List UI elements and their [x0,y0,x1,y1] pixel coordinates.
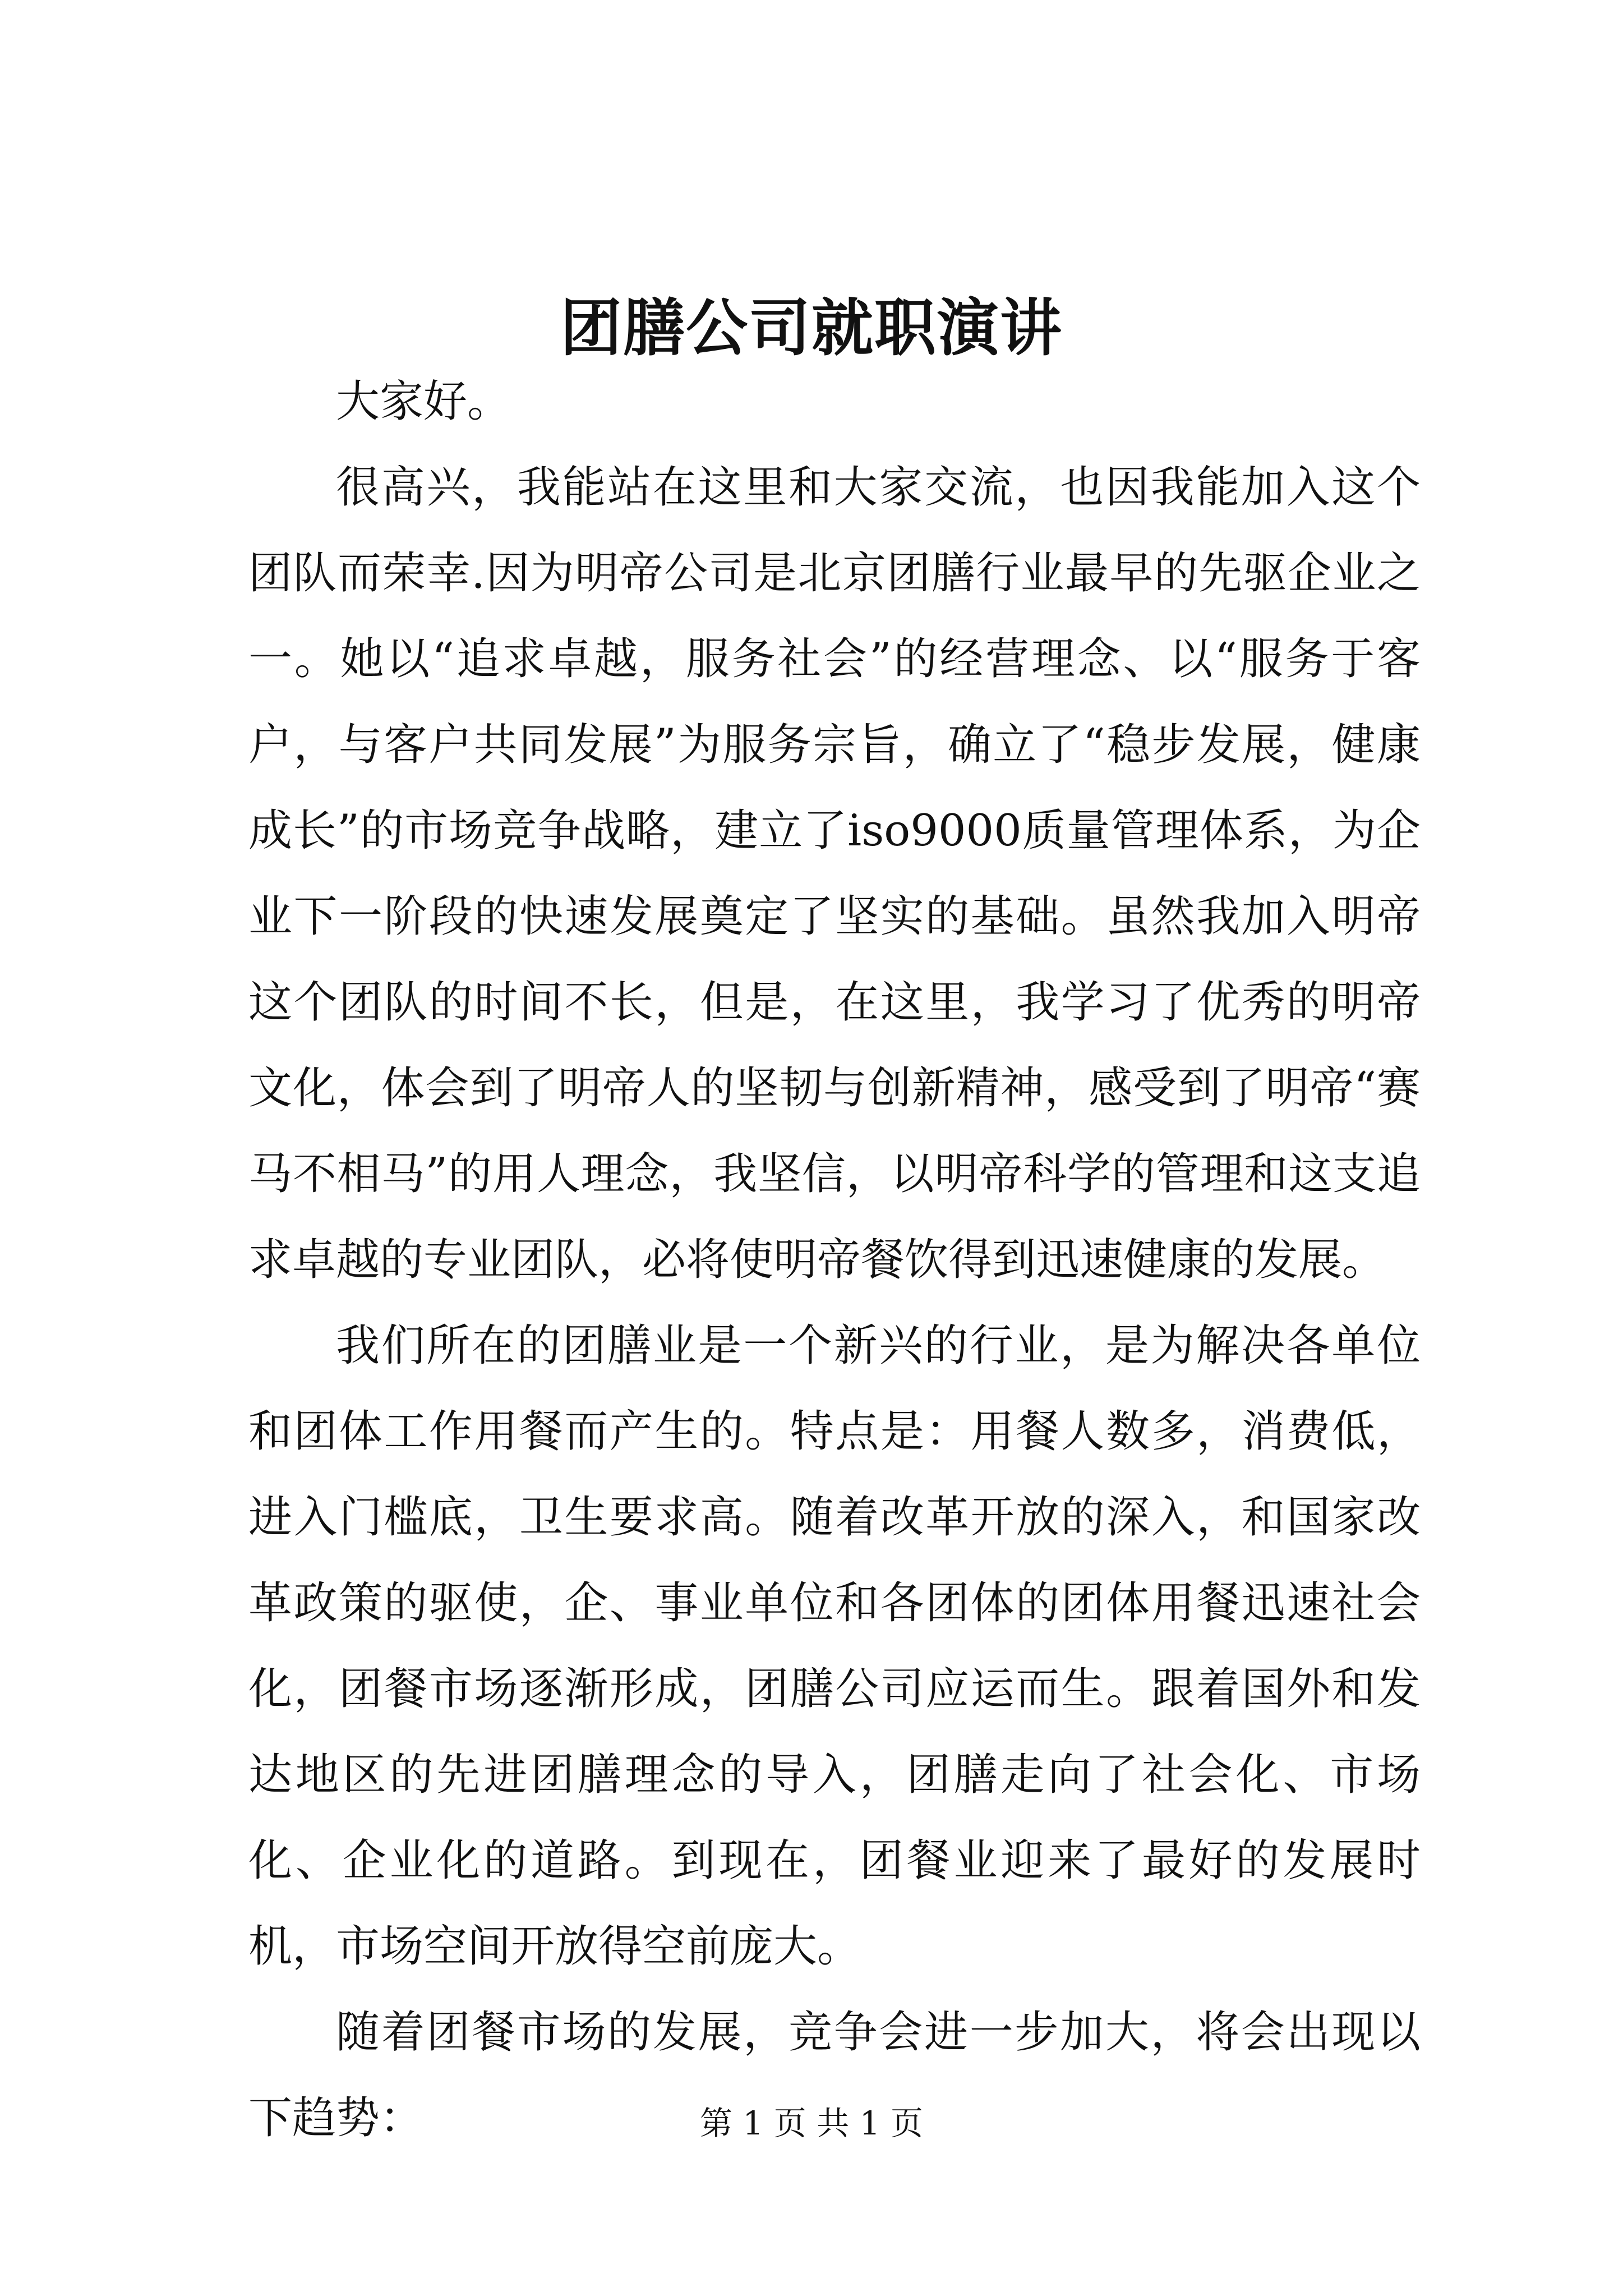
document-body [248,359,1421,2161]
paragraph-greeting: 大家好。 [336,376,511,427]
paragraph-company-intro: 很高兴，我能站在这里和大家交流，也因我能加入这个团队而荣幸.因为明帝公司是北京团膳行业最早的先驱企业之一。她以“追求卓越，服务社会”的经营理念、以“服务于客户，与客户共同发展”为服务宗旨，确立了“稳步发展，健康成长”的市场竞争战略，建立了iso9000质量管理体系，为企业下一阶段的快速发展奠定了坚实的基础。虽然我加入明帝这个团队的时间不长，但是，在这里，我学习了优秀的明帝文化，体会到了明帝人的坚韧与创新精神，感受到了明帝“赛马不相马”的用人理念，我坚信，以明帝科学的管理和这支追求卓越的专业团队，必将使明帝餐饮得到迅速健康的发展。 [248,462,1421,1285]
document-title: 团膳公司就职演讲 [560,292,1063,364]
paragraph-trends-intro: 随着团餐市场的发展，竞争会进一步加大，将会出现以下趋势： [248,2007,1421,2143]
paragraph-industry-overview: 我们所在的团膳业是一个新兴的行业，是为解决各单位和团体工作用餐而产生的。特点是：用餐人数多，消费低，进入门槛底，卫生要求高。随着改革开放的深入，和国家改革政策的驱使，企、事业单位和各团体的团体用餐迅速社会化，团餐市场逐渐形成，团膳公司应运而生。跟着国外和发达地区的先进团膳理念的导入，团膳走向了社会化、市场化、企业化的道路。到现在，团餐业迎来了最好的发展时机，市场空间开放得空前庞大。 [248,1320,1421,1972]
page-footer: 第 1 页 共 1 页 [700,2104,923,2142]
